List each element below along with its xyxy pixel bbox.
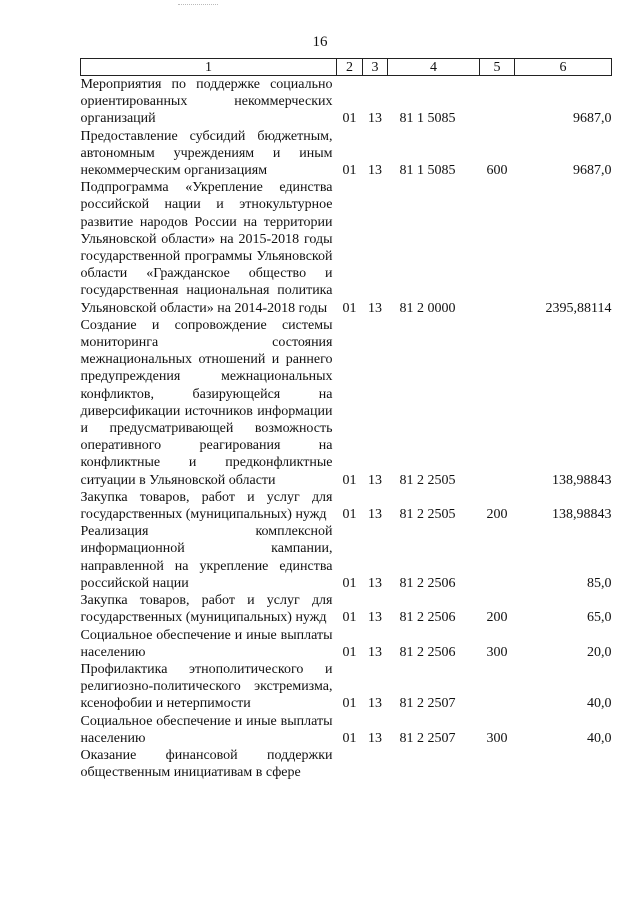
row-amount [515,747,612,781]
row-expense-type [480,76,515,128]
row-subsection-code: 13 [368,644,382,660]
row-name: Реализация комплексной информационной кампании, направленной на укрепление единства российской нации [80,524,333,591]
row-amount: 2395,88114 [545,300,612,316]
row-section-code [337,747,363,781]
row-name: Социальное обеспечение и иные выплаты населению [80,713,333,746]
row-target-article: 81 1 5085 [399,111,456,127]
row-name: Закупка товаров, работ и услуг для государственных (муниципальных) нужд [80,593,333,626]
table-body [81,76,612,782]
row-expense-type: 600 [486,163,508,179]
row-expense-type: 200 [486,507,508,523]
row-expense-type [480,179,515,317]
row-section-code: 01 [342,730,357,746]
row-subsection-code: 13 [368,472,382,488]
row-section-code: 01 [342,163,357,179]
row-target-article: 81 1 5085 [399,163,456,179]
row-name: Создание и сопровождение системы мониторинга состояния межнациональных отношений и раннего предупреждения межнациональных конфликтов, базирующейся на диверсификации источников информации и предусматривающей возможность оперативного реагирования на конфликтные и предконфликтные ситуации в Ульяновской области [80,317,333,488]
row-expense-type: 300 [486,730,508,746]
row-amount: 138,98843 [552,507,612,523]
row-target-article: 81 2 2506 [399,575,456,591]
row-subsection-code: 13 [368,300,382,316]
page-number: 16 [312,34,328,50]
row-expense-type [480,661,515,713]
table-row [81,627,612,661]
table-row [81,523,612,592]
row-amount: 20,0 [587,644,612,660]
table-row [81,179,612,317]
row-amount: 40,0 [587,696,612,712]
row-name: Закупка товаров, работ и услуг для государственных (муниципальных) нужд [80,489,333,523]
row-section-code: 01 [342,507,357,523]
row-name: Подпрограмма «Укрепление единства российской нации и этнокультурное развитие народов России на территории Ульяновской области» на 2015-2018 годы государственной программы Ульяновской области «Гражданское общество и государственная национальная политика Ульяновской области» на 2014-2018 годы [80,180,333,316]
header-col-5: 5 [480,59,515,76]
row-subsection-code: 13 [368,575,382,591]
row-target-article: 81 2 2505 [399,472,456,488]
row-subsection-code: 13 [368,111,382,127]
table-row [81,592,612,626]
table-row [81,747,612,781]
row-target-article: 81 2 2506 [399,610,456,626]
header-col-3: 3 [363,59,388,76]
row-section-code: 01 [342,644,357,660]
table-row [81,661,612,713]
row-target-article: 81 2 2507 [399,730,456,746]
row-name: Оказание финансовой поддержки общественным инициативам в сфере [80,747,333,781]
row-section-code: 01 [342,610,357,626]
row-subsection-code: 13 [368,507,382,523]
scan-artifact [178,4,218,6]
row-target-article: 81 2 2505 [399,507,456,523]
row-section-code: 01 [342,575,357,591]
row-target-article: 81 2 2507 [399,696,456,712]
row-subsection-code: 13 [368,163,382,179]
row-name: Социальное обеспечение и иные выплаты населению [80,627,333,660]
row-section-code: 01 [342,472,357,488]
table-header [81,59,612,76]
row-subsection-code: 13 [368,610,382,626]
row-expense-type: 300 [486,644,508,660]
row-target-article: 81 2 2506 [399,644,456,660]
row-expense-type [480,317,515,489]
table-row [81,76,612,128]
row-amount: 9687,0 [573,163,612,179]
budget-table [80,58,612,781]
row-expense-type [480,747,515,781]
table-row [81,128,612,180]
row-target-article: 81 2 0000 [399,300,456,316]
header-row [81,59,612,76]
header-col-4: 4 [388,59,480,76]
table-row [81,713,612,747]
header-col-1: 1 [81,59,337,76]
table-row [81,489,612,523]
row-amount: 40,0 [587,730,612,746]
row-name: Предоставление субсидий бюджетным, автономным учреждениям и иным некоммерческим организациям [80,128,333,179]
row-section-code: 01 [342,111,357,127]
row-name: Профилактика этнополитического и религиозно-политического экстремизма, ксенофобии и нетерпимости [80,661,333,712]
row-expense-type: 200 [486,610,508,626]
row-name: Мероприятия по поддержке социально ориентированных некоммерческих организаций [80,77,333,127]
row-subsection-code: 13 [368,696,382,712]
header-col-2: 2 [337,59,363,76]
row-amount: 9687,0 [573,111,612,127]
row-amount: 138,98843 [552,472,612,488]
row-section-code: 01 [342,696,357,712]
row-target-article [388,747,480,781]
row-section-code: 01 [342,300,357,316]
row-amount: 85,0 [587,575,612,591]
row-subsection-code [363,747,388,781]
header-col-6: 6 [515,59,612,76]
row-amount: 65,0 [587,610,612,626]
row-subsection-code: 13 [368,730,382,746]
row-expense-type [480,523,515,592]
table-row [81,317,612,489]
